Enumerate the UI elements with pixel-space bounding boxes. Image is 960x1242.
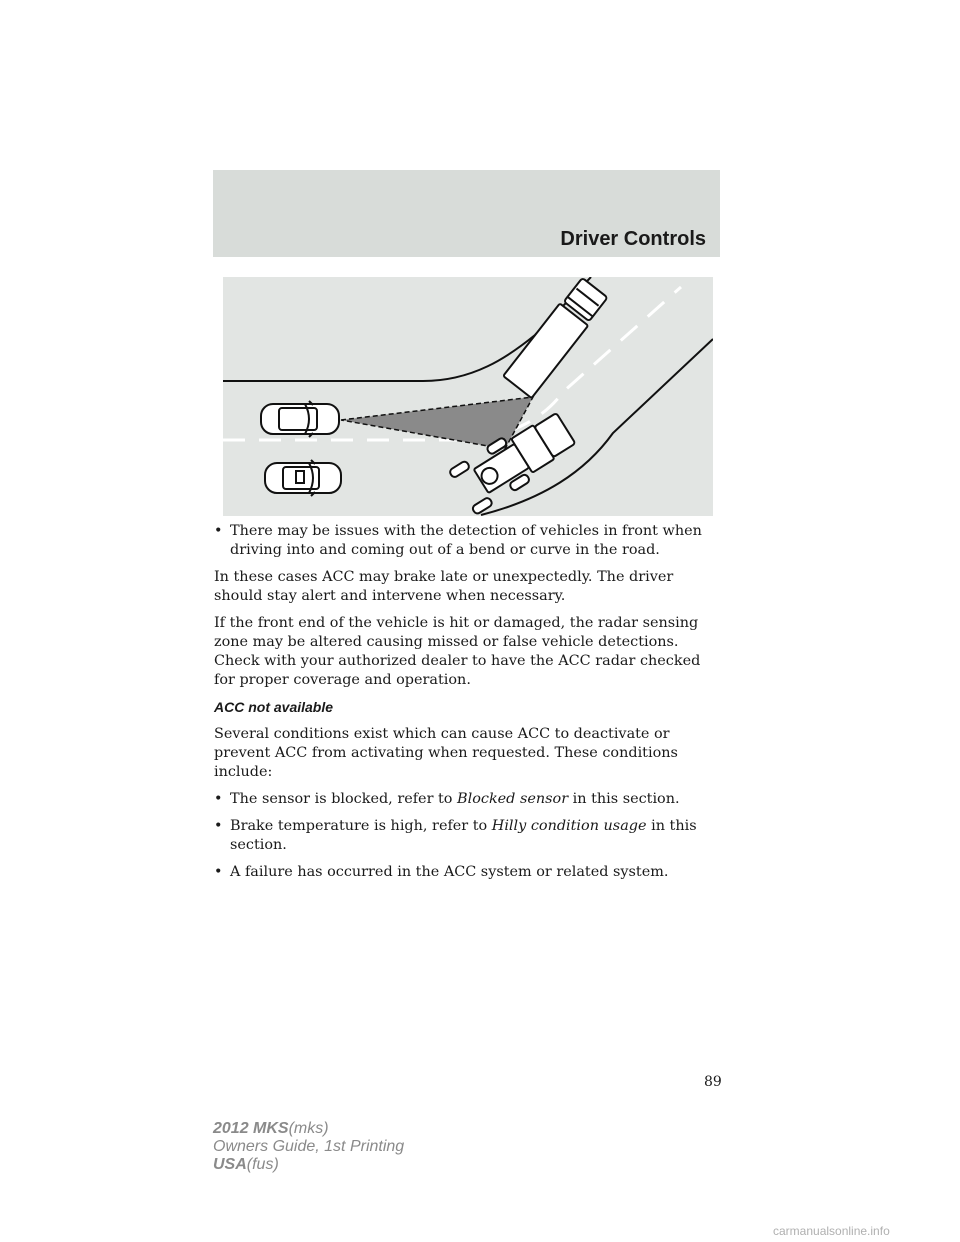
bullet-dot: • [214,791,223,807]
header-band [213,170,720,257]
paragraph-front-damage: If the front end of the vehicle is hit or damaged, the radar sensing zone may be altered causing missed or false vehicle detections. Check with your authorized dealer to have the ACC radar checked for proper coverage and operation. [214,615,701,688]
section-title: Driver Controls [560,228,706,250]
footer-line-2: Owners Guide, 1st Printing [213,1138,405,1155]
bullet-brake-temperature [214,817,724,855]
bullet-text: A failure has occurred in the ACC system or related system. [230,864,669,880]
footer-market: USA [213,1156,247,1173]
bullet-dot: • [214,523,223,539]
bullet-text-pre: The sensor is blocked, refer to [230,791,458,807]
acc-radar-curve-illustration [223,277,713,516]
acc-radar-curve-icon [223,277,713,516]
bullet-text-post: in this section. [568,791,680,807]
bullet-sensor-blocked [214,790,724,809]
subheading-acc-not-available: ACC not available [214,699,334,715]
bullet-text: There may be issues with the detection of vehicles in front when driving into and coming out of a bend or curve in the road. [230,523,702,558]
footer-market-code: (fus) [246,1156,279,1173]
footer-model: 2012 MKS [213,1120,289,1137]
footer-model-code: (mks) [288,1120,329,1137]
bullet-system-failure [214,863,724,882]
bullet-dot: • [214,864,223,880]
body-text [214,522,724,890]
paragraph-brake-late: In these cases ACC may brake late or unexpectedly. The driver should stay alert and intervene when necessary. [214,569,674,604]
paragraph-conditions: Several conditions exist which can cause ACC to deactivate or prevent ACC from activating when requested. These conditions include: [214,726,678,780]
bullet-text-post: in this section. [230,818,697,853]
footer-line-1 [213,1120,404,1138]
page-number: 89 [704,1074,722,1090]
bullet-dot: • [214,818,223,834]
bullet-bend-detection [214,522,724,560]
hilly-condition-reference: Hilly condition usage [491,818,647,834]
bullet-text-pre: Brake temperature is high, refer to [230,818,492,834]
footer [213,1120,404,1174]
footer-line-3 [213,1156,404,1174]
blocked-sensor-reference: Blocked sensor [457,791,569,807]
watermark: carmanualsonline.info [773,1224,890,1238]
